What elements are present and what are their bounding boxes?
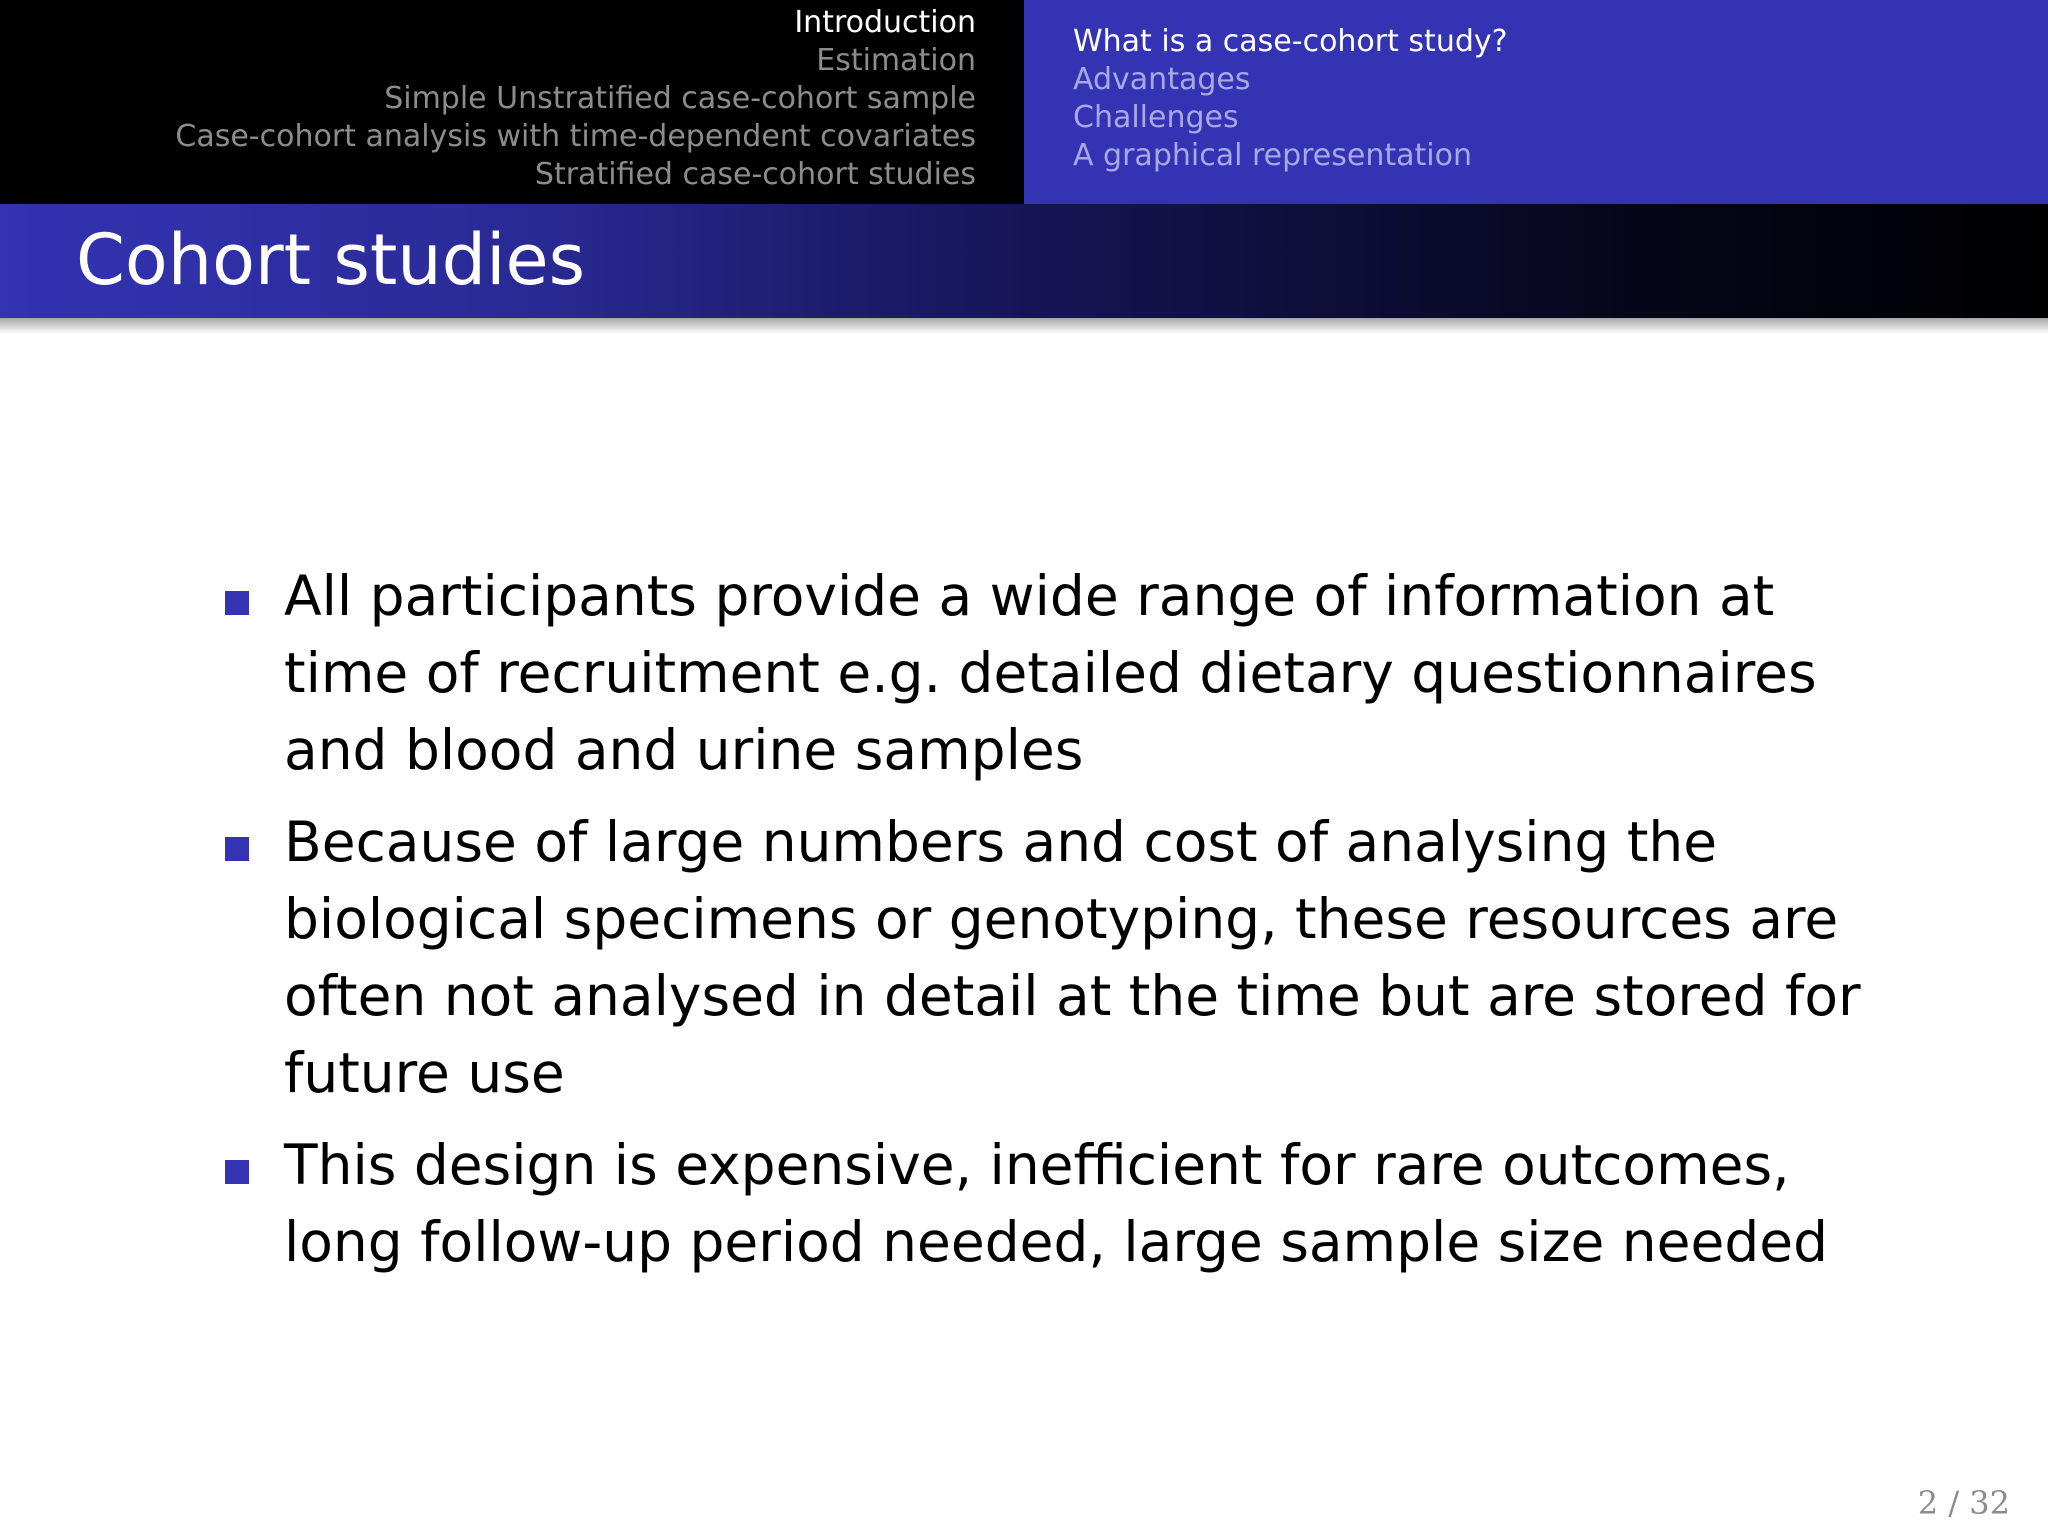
nav-subsection-challenges[interactable]: Challenges	[1073, 100, 1239, 135]
list-item	[222, 558, 1902, 789]
navigation-header	[0, 0, 2048, 204]
nav-subsection-graphical[interactable]: A graphical representation	[1073, 138, 1472, 173]
frame-title: Cohort studies	[76, 219, 586, 301]
square-bullet-icon	[225, 1160, 249, 1184]
section-navigation	[0, 0, 1024, 204]
list-item	[222, 804, 1902, 1112]
square-bullet-icon	[225, 837, 249, 861]
nav-section-simple-unstratified[interactable]: Simple Unstratified case-cohort sample	[384, 81, 976, 116]
subsection-navigation	[1024, 0, 2048, 204]
nav-section-stratified[interactable]: Stratified case-cohort studies	[534, 157, 976, 192]
square-bullet-icon	[225, 591, 249, 615]
bullet-text: This design is expensive, inefficient for rare outcomes, long follow-up period needed, large sample size needed	[284, 1133, 1828, 1274]
section-list	[175, 4, 976, 194]
nav-subsection-advantages[interactable]: Advantages	[1073, 62, 1251, 97]
frame-title-bar	[0, 204, 2048, 318]
title-bar-shadow	[0, 318, 2048, 334]
nav-section-estimation[interactable]: Estimation	[816, 43, 976, 78]
nav-subsection-what-is[interactable]: What is a case-cohort study?	[1073, 24, 1508, 59]
nav-section-introduction[interactable]: Introduction	[794, 5, 976, 40]
nav-section-time-dependent-covariates[interactable]: Case-cohort analysis with time-dependent covariates	[175, 119, 976, 154]
page-number: 2 / 32	[1917, 1484, 2010, 1522]
bullet-list	[222, 558, 1902, 1296]
bullet-text: Because of large numbers and cost of analysing the biological specimens or genotyping, these resources are often not analysed in detail at the time but are stored for future use	[284, 810, 1861, 1105]
list-item	[222, 1127, 1902, 1281]
subsection-list	[1073, 23, 1508, 175]
bullet-text: All participants provide a wide range of information at time of recruitment e.g. detailed dietary questionnaires and blood and urine samples	[284, 564, 1817, 782]
